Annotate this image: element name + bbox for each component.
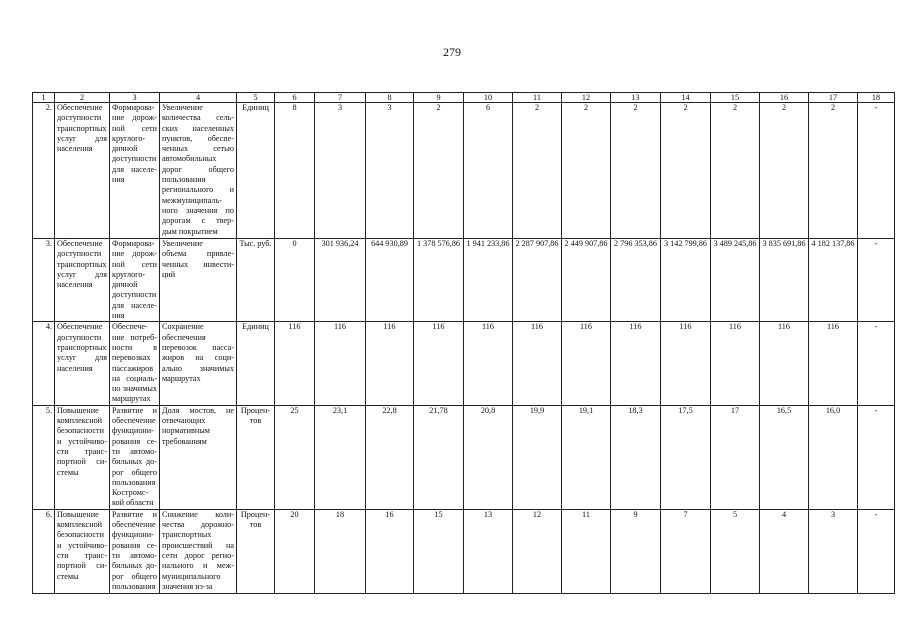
cell-line: стемы	[57, 571, 79, 581]
value-cell: 644 930,89	[366, 239, 414, 322]
value-cell: 2	[513, 103, 562, 239]
indicator-cell	[160, 322, 237, 405]
value-cell: 22,8	[366, 405, 414, 509]
cell-line: ченных инвести-	[162, 259, 234, 269]
value-cell: 19,9	[513, 405, 562, 509]
indicator-cell	[160, 509, 237, 593]
value-cell: 17,5	[661, 405, 711, 509]
goal-cell	[55, 239, 110, 322]
cell-line: отвечающих	[162, 416, 206, 426]
cell-line: пользования	[112, 581, 156, 591]
task-cell	[110, 322, 160, 405]
value-cell: 21,78	[414, 405, 464, 509]
value-cell: 19,1	[562, 405, 611, 509]
cell-line: межмуниципаль-	[162, 195, 222, 205]
cell-line: функциони-	[112, 530, 154, 540]
value-cell: 116	[711, 322, 760, 405]
column-number: 13	[611, 93, 661, 103]
table-container	[32, 92, 884, 591]
column-number: 3	[110, 93, 160, 103]
value-cell: 16,0	[809, 405, 858, 509]
cell-line: перевозок пасса-	[162, 342, 234, 352]
cell-line: ских населенных	[162, 123, 234, 133]
cell-line: Повышение	[57, 509, 99, 519]
value-cell: 12	[513, 509, 562, 593]
cell-line: кой области	[112, 498, 154, 508]
cell-line: портной си-	[57, 561, 107, 571]
cell-line: дичной	[112, 280, 138, 290]
value-cell: 3	[315, 103, 366, 239]
cell-line: Сохранение	[162, 322, 204, 332]
cell-line: доступности	[57, 113, 102, 123]
value-cell: 2 287 907,86	[513, 239, 562, 322]
cell-line: безопасности	[57, 530, 104, 540]
column-number: 11	[513, 93, 562, 103]
cell-line: Развитие и	[112, 509, 157, 519]
column-number: 15	[711, 93, 760, 103]
value-cell: 20	[275, 509, 315, 593]
value-cell: 8	[275, 103, 315, 239]
indicator-cell	[160, 103, 237, 239]
value-cell: 1 941 233,86	[464, 239, 513, 322]
cell-line: обеспечение	[112, 520, 156, 530]
column-number: 4	[160, 93, 237, 103]
unit-cell	[237, 322, 275, 405]
value-cell: 3 835 691,86	[760, 239, 809, 322]
cell-line: населения	[57, 280, 93, 290]
cell-line: дорогам с твер-	[162, 216, 234, 226]
cell-line: автомобильных	[162, 154, 217, 164]
cell-line: доступности	[112, 154, 157, 164]
value-cell: 4	[760, 509, 809, 593]
cell-line: количества сель-	[162, 113, 234, 123]
row-number: 2.	[33, 103, 55, 239]
cell-line: на социаль-	[112, 373, 157, 383]
cell-line: бильных до-	[112, 457, 157, 467]
row-number: 5.	[33, 405, 55, 509]
cell-line: транспортных	[162, 530, 212, 540]
cell-line: пассажиров	[112, 363, 154, 373]
value-cell: 25	[275, 405, 315, 509]
cell-line: услуг для	[57, 353, 107, 363]
cell-line: и устойчиво-	[57, 436, 107, 446]
cell-line: Обеспечение	[57, 239, 103, 248]
value-cell: -	[858, 509, 895, 593]
goal-cell	[55, 405, 110, 509]
cell-line: бильных до-	[112, 561, 157, 571]
cell-line: доступности	[112, 290, 157, 300]
value-cell: 116	[414, 322, 464, 405]
cell-line: Снижение коли-	[162, 509, 234, 519]
value-cell: 2 796 353,86	[611, 239, 661, 322]
cell-line: чества дорожно-	[162, 520, 234, 530]
column-number: 1	[33, 93, 55, 103]
value-cell: 20,8	[464, 405, 513, 509]
cell-line: жиров на соци-	[162, 353, 234, 363]
cell-line: ций	[162, 269, 176, 279]
cell-line: стемы	[57, 467, 79, 477]
cell-line: рования се-	[112, 436, 157, 446]
value-cell: 0	[275, 239, 315, 322]
task-cell	[110, 509, 160, 593]
column-number: 17	[809, 93, 858, 103]
header-row	[33, 93, 895, 103]
column-number: 2	[55, 93, 110, 103]
cell-line: услуг для	[57, 133, 107, 143]
row-number: 6.	[33, 509, 55, 593]
cell-line: для населе-	[112, 164, 157, 174]
value-cell: 6	[464, 103, 513, 239]
cell-line: сти транс-	[57, 550, 107, 560]
cell-line: безопасности	[57, 426, 104, 436]
value-cell: 13	[464, 509, 513, 593]
cell-line: нормативным	[162, 426, 210, 436]
value-cell: 17	[711, 405, 760, 509]
task-cell	[110, 239, 160, 322]
cell-line: ние дорож-	[112, 113, 157, 123]
value-cell: 2	[414, 103, 464, 239]
column-number: 8	[366, 93, 414, 103]
value-cell: 116	[809, 322, 858, 405]
column-number: 12	[562, 93, 611, 103]
cell-line: транспортных	[57, 259, 107, 269]
cell-line: значения из-за	[162, 581, 213, 591]
value-cell: 4 182 137,86	[809, 239, 858, 322]
cell-line: ной сети	[112, 259, 157, 269]
goal-cell	[55, 509, 110, 593]
cell-line: но значимых	[112, 384, 157, 394]
cell-line: Обеспечение	[57, 322, 103, 332]
page-number: 279	[443, 45, 461, 59]
cell-line: услуг для	[57, 269, 107, 279]
cell-line: транспортных	[57, 123, 107, 133]
indicator-table	[32, 92, 895, 594]
cell-line: для населе-	[112, 300, 157, 310]
goal-cell	[55, 322, 110, 405]
value-cell: 7	[661, 509, 711, 593]
cell-line: ния	[112, 311, 125, 321]
cell-line: круглого-	[112, 269, 146, 279]
cell-line: ально значимых	[162, 363, 234, 373]
goal-cell	[55, 103, 110, 239]
indicator-cell	[160, 239, 237, 322]
cell-line: функциони-	[112, 426, 154, 436]
cell-line: ния	[112, 175, 125, 185]
value-cell: 116	[661, 322, 711, 405]
value-cell: 11	[562, 509, 611, 593]
unit-cell	[237, 239, 275, 322]
cell-line: сти транс-	[57, 446, 107, 456]
cell-line: ности в	[112, 342, 157, 352]
cell-line: Увеличение	[162, 103, 203, 112]
row-number: 4.	[33, 322, 55, 405]
task-cell	[110, 103, 160, 239]
cell-line: Повышение	[57, 405, 99, 415]
cell-line: населения	[57, 144, 93, 154]
cell-line: и устойчиво-	[57, 540, 107, 550]
cell-line: рог общего	[112, 571, 157, 581]
table-row	[33, 509, 895, 593]
value-cell: 15	[414, 509, 464, 593]
cell-line: ного значения по	[162, 205, 234, 215]
value-cell: 116	[275, 322, 315, 405]
value-cell: 2	[760, 103, 809, 239]
value-cell: 1 378 576,86	[414, 239, 464, 322]
value-cell: 16	[366, 509, 414, 593]
unit-cell	[237, 103, 275, 239]
cell-line: комплексной	[57, 520, 103, 530]
value-cell: 18	[315, 509, 366, 593]
cell-line: пользования	[162, 175, 206, 185]
value-cell: 2	[611, 103, 661, 239]
cell-line: ти автомо-	[112, 446, 157, 456]
value-cell: -	[858, 103, 895, 239]
value-cell: 2	[711, 103, 760, 239]
cell-line: населения	[57, 363, 93, 373]
row-number: 3.	[33, 239, 55, 322]
value-cell: 2	[562, 103, 611, 239]
cell-line: дым покрытием	[162, 226, 218, 236]
value-cell: 16,5	[760, 405, 809, 509]
cell-line: ченных сетью	[162, 144, 234, 154]
cell-line: Формирова-	[112, 103, 155, 112]
value-cell: 3	[366, 103, 414, 239]
cell-line: Обеспече-	[112, 322, 148, 332]
column-number: 14	[661, 93, 711, 103]
cell-line: доступности	[57, 249, 102, 259]
column-number: 16	[760, 93, 809, 103]
cell-line: объема привле-	[162, 249, 234, 259]
column-number: 7	[315, 93, 366, 103]
cell-line: Процен-	[240, 405, 271, 415]
cell-line: ние дорож-	[112, 249, 157, 259]
cell-line: Процен-	[240, 509, 271, 519]
value-cell: 3 489 245,86	[711, 239, 760, 322]
table-row	[33, 239, 895, 322]
cell-line: Увеличение	[162, 239, 203, 248]
cell-line: доступности	[57, 332, 102, 342]
cell-line: Обеспечение	[57, 103, 103, 112]
cell-line: перевозках	[112, 353, 151, 363]
cell-line: маршрутах	[112, 394, 151, 404]
cell-line: Тыс. руб.	[239, 239, 272, 248]
value-cell: 2 449 907,86	[562, 239, 611, 322]
indicator-cell	[160, 405, 237, 509]
cell-line: рования се-	[112, 540, 157, 550]
value-cell: 116	[513, 322, 562, 405]
cell-line: обеспечения	[162, 332, 206, 342]
value-cell: 23,1	[315, 405, 366, 509]
value-cell: -	[858, 322, 895, 405]
value-cell: -	[858, 405, 895, 509]
column-number: 18	[858, 93, 895, 103]
column-number: 10	[464, 93, 513, 103]
cell-line: Единиц	[242, 103, 269, 112]
cell-line: Костромс-	[112, 488, 149, 498]
column-number: 5	[237, 93, 275, 103]
cell-line: Единиц	[242, 322, 269, 332]
cell-line: комплексной	[57, 416, 103, 426]
cell-line: пунктов, обеспе-	[162, 133, 234, 143]
cell-line: ние потреб-	[112, 332, 157, 342]
cell-line: ной сети	[112, 123, 157, 133]
cell-line: Развитие и	[112, 405, 157, 415]
column-number: 9	[414, 93, 464, 103]
task-cell	[110, 405, 160, 509]
cell-line: нального и меж-	[162, 561, 234, 571]
cell-line: Доля мостов, не	[162, 405, 234, 415]
cell-line: тов	[249, 416, 262, 426]
cell-line: регионального и	[162, 185, 234, 195]
cell-line: рог общего	[112, 467, 157, 477]
value-cell: 18,3	[611, 405, 661, 509]
unit-cell	[237, 509, 275, 593]
value-cell: 116	[760, 322, 809, 405]
value-cell: 3	[809, 509, 858, 593]
value-cell: 2	[661, 103, 711, 239]
value-cell: 301 936,24	[315, 239, 366, 322]
cell-line: требованиям	[162, 436, 207, 446]
cell-line: Формирова-	[112, 239, 155, 248]
value-cell: 5	[711, 509, 760, 593]
cell-line: пользования	[112, 477, 156, 487]
value-cell: 116	[315, 322, 366, 405]
column-number: 6	[275, 93, 315, 103]
value-cell: 116	[562, 322, 611, 405]
table-row	[33, 322, 895, 405]
value-cell: 9	[611, 509, 661, 593]
table-row	[33, 405, 895, 509]
cell-line: маршрутах	[162, 373, 201, 383]
value-cell: -	[858, 239, 895, 322]
cell-line: дичной	[112, 144, 138, 154]
value-cell: 116	[366, 322, 414, 405]
unit-cell	[237, 405, 275, 509]
cell-line: обеспечение	[112, 416, 156, 426]
cell-line: тов	[249, 520, 262, 530]
value-cell: 116	[464, 322, 513, 405]
cell-line: дорог общего	[162, 164, 234, 174]
cell-line: круглого-	[112, 133, 146, 143]
cell-line: ти автомо-	[112, 550, 157, 560]
table-row	[33, 103, 895, 239]
cell-line: сети дорог регио-	[162, 550, 234, 560]
cell-line: муниципального	[162, 571, 221, 581]
value-cell: 116	[611, 322, 661, 405]
value-cell: 3 142 799,86	[661, 239, 711, 322]
cell-line: происшествий на	[162, 540, 234, 550]
cell-line: транспортных	[57, 342, 107, 352]
cell-line: портной си-	[57, 457, 107, 467]
value-cell: 2	[809, 103, 858, 239]
